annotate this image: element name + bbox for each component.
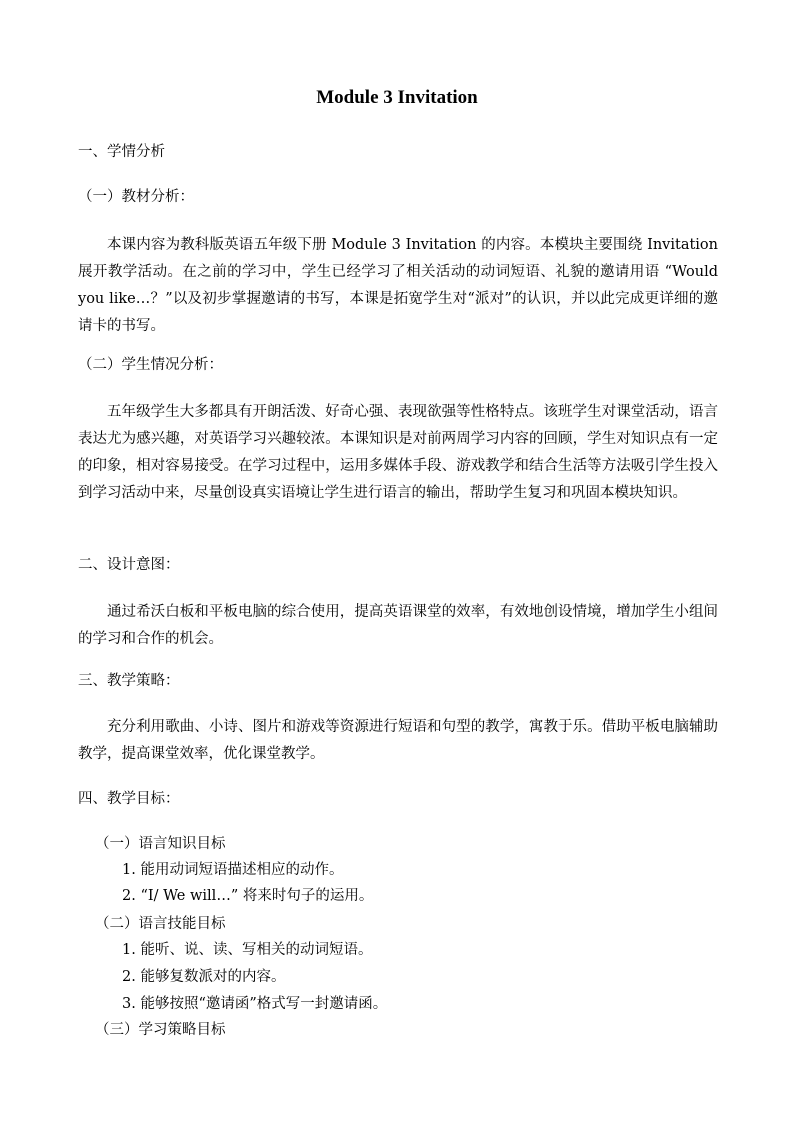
subheading-skill-goals: （二）语言技能目标 <box>95 916 226 932</box>
subheading-knowledge-goals: （一）语言知识目标 <box>95 836 226 852</box>
paragraph-material-analysis: 本课内容为教科版英语五年级下册 Module 3 Invitation 的内容。本模块主要围绕 Invitation 展开教学活动。在之前的学习中，学生已经学习了相关活动的动词短语、礼貌的邀请用语 “Would you like…？”以及初步掌握邀请的书写，本课是拓宽学生对“派对”的认识，并以此完成更详细的邀请卡的书写。 <box>78 237 718 334</box>
paragraph-design-intent: 通过希沃白板和平板电脑的综合使用，提高英语课堂的效率，有效地创设情境，增加学生小组间的学习和合作的机会。 <box>78 604 718 647</box>
list-item: 1. 能用动词短语描述相应的动作。 <box>122 862 344 878</box>
subheading-strategy-goals: （三）学习策略目标 <box>95 1022 226 1038</box>
document-title: Module 3 Invitation <box>316 87 478 108</box>
section-heading-objectives: 四、教学目标： <box>78 791 180 807</box>
paragraph-strategy: 充分利用歌曲、小诗、图片和游戏等资源进行短语和句型的教学，寓教于乐。借助平板电脑辅助教学，提高课堂效率，优化课堂教学。 <box>78 719 718 762</box>
list-item: 2. “I/ We will…” 将来时句子的运用。 <box>122 888 374 904</box>
section-heading-design-intent: 二、设计意图： <box>78 557 180 573</box>
list-item: 2. 能够复数派对的内容。 <box>122 969 286 985</box>
section-heading-analysis: 一、学情分析 <box>78 144 165 160</box>
list-item: 1. 能听、说、读、写相关的动词短语。 <box>122 942 373 958</box>
section-heading-strategy: 三、教学策略： <box>78 673 180 689</box>
list-item: 3. 能够按照“邀请函”格式写一封邀请函。 <box>122 996 388 1012</box>
subheading-student-analysis: （二）学生情况分析： <box>78 357 223 373</box>
subheading-material-analysis: （一）教材分析： <box>78 189 194 205</box>
paragraph-student-analysis: 五年级学生大多都具有开朗活泼、好奇心强、表现欲强等性格特点。该班学生对课堂活动，语言表达尤为感兴趣，对英语学习兴趣较浓。本课知识是对前两周学习内容的回顾，学生对知识点有一定的印象，相对容易接受。在学习过程中，运用多媒体手段、游戏教学和结合生活等方法吸引学生投入到学习活动中来，尽量创设真实语境让学生进行语言的输出，帮助学生复习和巩固本模块知识。 <box>78 404 718 501</box>
